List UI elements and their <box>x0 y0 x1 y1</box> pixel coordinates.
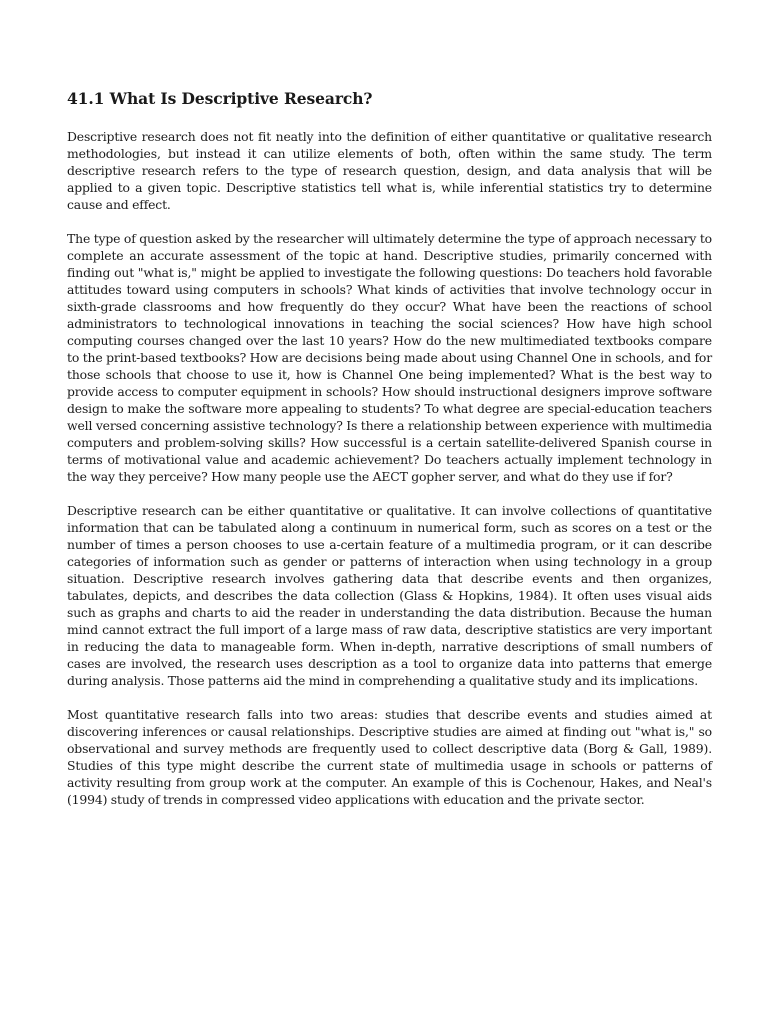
document-page <box>67 88 712 825</box>
paragraph-quantitative-qualitative: Descriptive research can be either quantitative or qualitative. It can involve collections of quantitative information that can be tabulated along a continuum in numerical form, such as scores on a test or the number of times a person chooses to use a-certain feature of a multimedia program, or it can describe categories of information such as gender or patterns of interaction when using technology in a group situation. Descriptive research involves gathering data that describe events and then organizes, tabulates, depicts, and describes the data collection (Glass & Hopkins, 1984). It often uses visual aids such as graphs and charts to aid the reader in understanding the data distribution. Because the human mind cannot extract the full import of a large mass of raw data, descriptive statistics are very important in reducing the data to manageable form. When in-depth, narrative descriptions of small numbers of cases are involved, the research uses description as a tool to organize data into patterns that emerge during analysis. Those patterns aid the mind in comprehending a qualitative study and its implications. <box>67 503 712 688</box>
paragraph-questions: The type of question asked by the researcher will ultimately determine the type of approach necessary to complete an accurate assessment of the topic at hand. Descriptive studies, primarily concerned with finding out "what is," might be applied to investigate the following questions: Do teachers hold favorable attitudes toward using computers in schools? What kinds of activities that involve technology occur in sixth-grade classrooms and how frequently do they occur? What have been the reactions of school administrators to technological innovations in teaching the social sciences? How have high school computing courses changed over the last 10 years? How do the new multimediated textbooks compare to the print-based textbooks? How are decisions being made about using Channel One in schools, and for those schools that choose to use it, how is Channel One being implemented? What is the best way to provide access to computer equipment in schools? How should instructional designers improve software design to make the software more appealing to students? To what degree are special-education teachers well versed concerning assistive technology? Is there a relationship between experience with multimedia computers and problem-solving skills? How successful is a certain satellite-delivered Spanish course in terms of motivational value and academic achievement? Do teachers actually implement technology in the way they perceive? How many people use the AECT gopher server, and what do they use if for? <box>67 231 712 484</box>
paragraph-intro: Descriptive research does not fit neatly into the definition of either quantitative or qualitative research methodologies, but instead it can utilize elements of both, often within the same study. The term descriptive research refers to the type of research question, design, and data analysis that will be applied to a given topic. Descriptive statistics tell what is, while inferential statistics try to determine cause and effect. <box>67 129 712 212</box>
paragraph-quantitative-areas: Most quantitative research falls into two areas: studies that describe events and studies aimed at discovering inferences or causal relationships. Descriptive studies are aimed at finding out "what is," so observational and survey methods are frequently used to collect descriptive data (Borg & Gall, 1989). Studies of this type might describe the current state of multimedia usage in schools or patterns of activity resulting from group work at the computer. An example of this is Cochenour, Hakes, and Neal's (1994) study of trends in compressed video applications with education and the private sector. <box>67 707 712 807</box>
section-heading: 41.1 What Is Descriptive Research? <box>67 89 373 108</box>
